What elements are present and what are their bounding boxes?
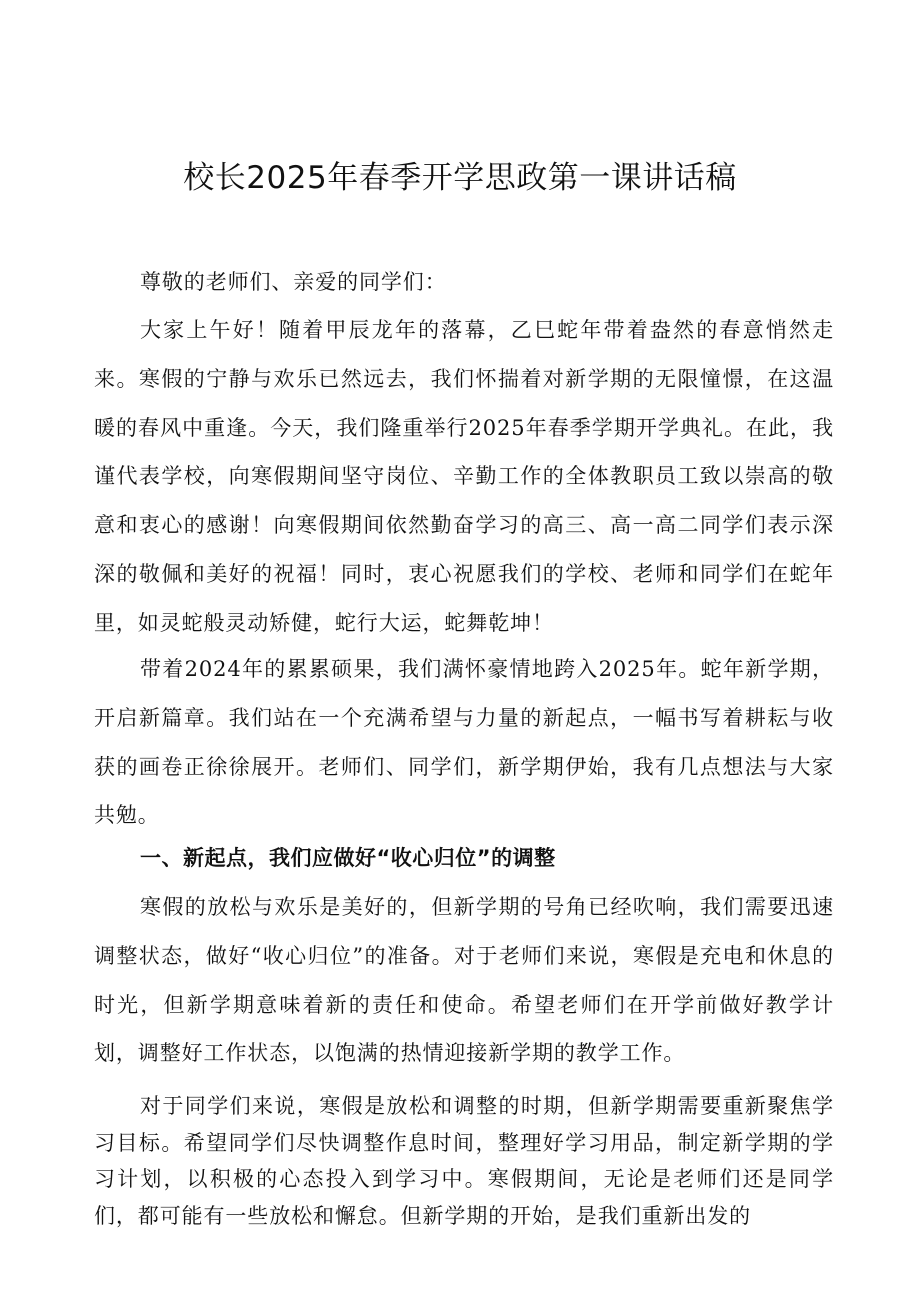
paragraph-section-teachers: 寒假的放松与欢乐是美好的，但新学期的号角已经吹响，我们需要迅速调整状态，做好“收心归位”的准备。对于老师们来说，寒假是充电和休息的时光，但新学期意味着新的责任和使命。希望老师们在开学前做好教学计划，调整好工作状态，以饱满的热情迎接新学期的教学工作。 bbox=[94, 895, 834, 1066]
paragraph-section-students: 对于同学们来说，寒假是放松和调整的时期，但新学期需要重新聚焦学习目标。希望同学们尽快调整作息时间，整理好学习用品，制定新学期的学习计划，以积极的心态投入到学习中。寒假期间，无论是老师们还是同学们，都可能有一些放松和懈怠。但新学期的开始，是我们重新出发的 bbox=[94, 1094, 834, 1228]
paragraph-greeting: 大家上午好！随着甲辰龙年的落幕，乙巳蛇年带着盎然的春意悄然走来。寒假的宁静与欢乐已然远去，我们怀揣着对新学期的无限憧憬，在这温暖的春风中重逢。今天，我们隆重举行2025年春季学期开学典礼。在此，我谨代表学校，向寒假期间坚守岗位、辛勤工作的全体教职员工致以崇高的敬意和衷心的感谢！向寒假期间依然勤奋学习的高三、高一高二同学们表示深深的敬佩和美好的祝福！同时，衷心祝愿我们的学校、老师和同学们在蛇年里，如灵蛇般灵动矫健，蛇行大运，蛇舞乾坤！ bbox=[94, 318, 834, 635]
section-heading: 一、新起点，我们应做好“收心归位”的调整 bbox=[140, 846, 556, 870]
salutation: 尊敬的老师们、亲爱的同学们： bbox=[140, 270, 447, 294]
paragraph-new-chapter: 带着2024年的累累硕果，我们满怀豪情地跨入2025年。蛇年新学期，开启新篇章。我们站在一个充满希望与力量的新起点，一幅书写着耕耘与收获的画卷正徐徐展开。老师们、同学们，新学期伊始，我有几点想法与大家共勉。 bbox=[94, 657, 834, 828]
document-title: 校长2025年春季开学思政第一课讲话稿 bbox=[183, 160, 737, 196]
